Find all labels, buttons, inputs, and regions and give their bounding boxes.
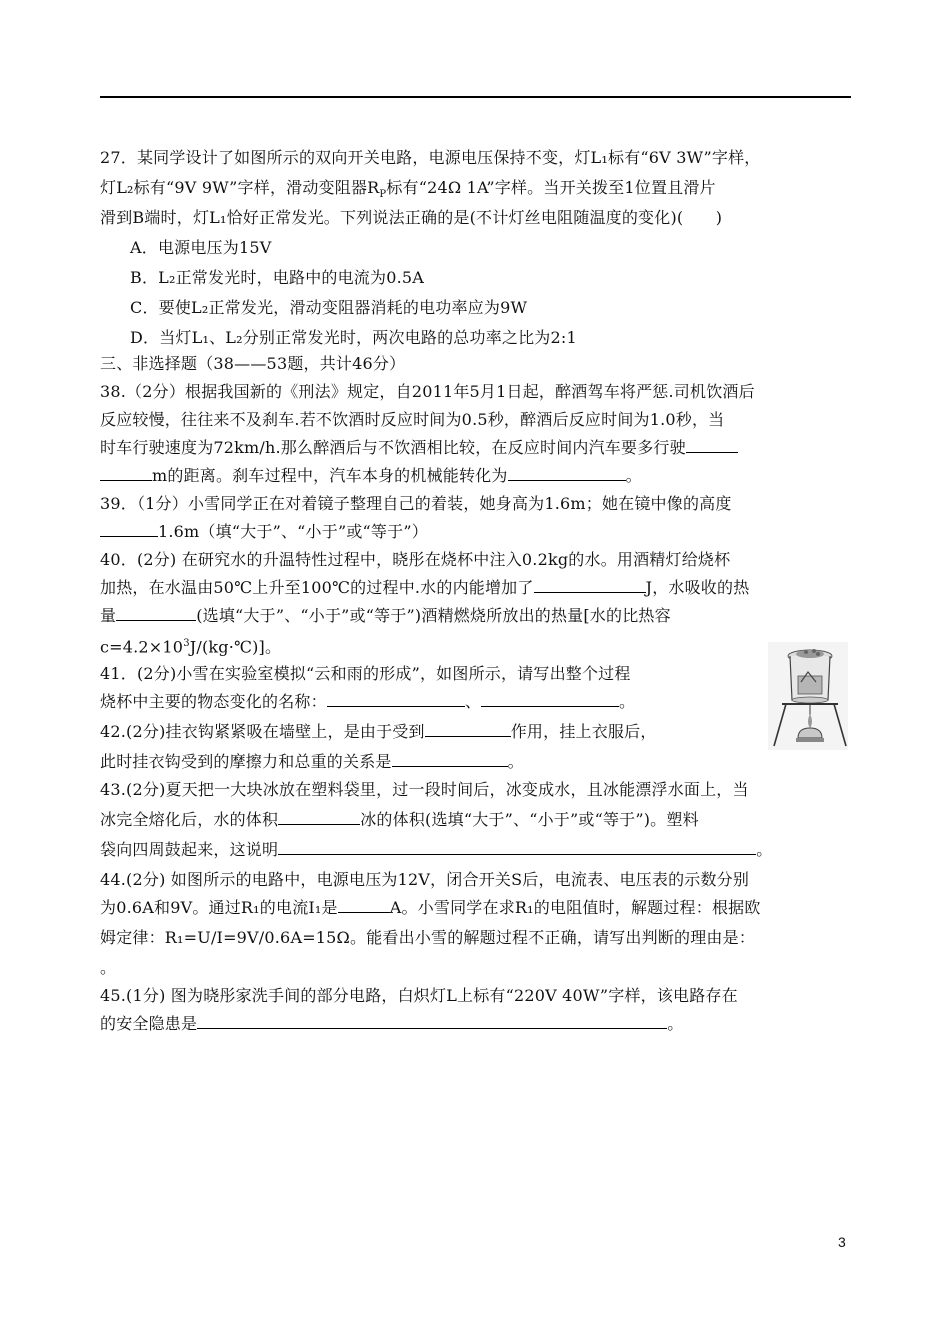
q27-option-d: D．当灯L₁、L₂分别正常发光时，两次电路的总功率之比为2:1	[130, 328, 577, 347]
q27-line-2-rest: 标有“24Ω 1A”字样。当开关拨至1位置且滑片	[386, 178, 716, 197]
q27-rp-subscript: P	[379, 189, 387, 201]
q40-line-3	[100, 606, 851, 626]
q42-line-2-end: 。	[507, 752, 524, 771]
q41-line-1: 41．(2分)小雪在实验室模拟“云和雨的形成”，如图所示，请写出整个过程	[100, 664, 631, 683]
q42-blank-2[interactable]	[392, 752, 508, 767]
q39-line-2-text: 1.6m（填“大于”、“小于”或“等于”）	[158, 522, 428, 541]
q45-blank[interactable]	[197, 1014, 667, 1029]
q44-line-4: 。	[100, 958, 117, 977]
q38-blank-2[interactable]	[508, 466, 626, 481]
q40-line-2	[100, 578, 851, 598]
q39-line-1: 39．（1分）小雪同学正在对着镜子整理自己的着装，她身高为1.6m；她在镜中像的高度	[100, 494, 732, 513]
q42-line-1-rest: 作用，挂上衣服后，	[510, 722, 657, 741]
q41-separator: 、	[464, 692, 482, 711]
header-rule	[100, 96, 851, 98]
q38-line-1: 38.（2分）根据我国新的《刑法》规定，自2011年5月1日起，醉酒驾车将严惩.司机饮酒后	[100, 382, 755, 401]
q45-line-2-text: 的安全隐患是	[100, 1014, 198, 1033]
q41-blank-1[interactable]	[327, 692, 465, 707]
q43-line-2-rest: 冰的体积(选填“大于”、“小于”或“等于”)。塑料	[360, 810, 699, 829]
q44-line-1: 44.(2分) 如图所示的电路中，电源电压为12V，闭合开关S后，电流表、电压表的示数分别	[100, 870, 750, 889]
q41-line-2-end: 。	[619, 692, 636, 711]
q43-blank-1[interactable]	[278, 810, 360, 825]
q27-option-b: B．L₂正常发光时，电路中的电流为0.5A	[130, 268, 424, 287]
q38-line-2: 反应较慢，往往来不及刹车.若不饮酒时反应时间为0.5秒，醉酒后反应时间为1.0秒，当	[100, 410, 725, 429]
q44-line-2-text: 为0.6A和9V。通过R₁的电流I₁是	[100, 898, 338, 917]
q40-line-4-text: c=4.2×10	[100, 637, 184, 657]
q42-line-2-text: 此时挂衣钩受到的摩擦力和总重的关系是	[100, 752, 392, 771]
q42-line-1-text: 42.(2分)挂衣钩紧紧吸在墙壁上，是由于受到	[100, 722, 425, 741]
q44-blank-1[interactable]	[338, 898, 390, 913]
q43-blank-2[interactable]	[278, 840, 756, 855]
q40-line-4	[100, 634, 851, 657]
q40-line-1: 40．(2分) 在研究水的升温特性过程中，晓彤在烧杯中注入0.2kg的水。用酒精灯给烧杯	[100, 550, 731, 569]
q45-line-2-end: 。	[667, 1014, 684, 1033]
q45-line-1: 45.(1分) 图为晓彤家洗手间的部分电路，白炽灯L上标有“220V 40W”字样，该电路存在	[100, 986, 738, 1005]
q40-blank-2[interactable]	[116, 606, 196, 621]
q40-blank-1[interactable]	[534, 578, 646, 593]
q40-exponent: 3	[183, 638, 190, 649]
q41-line-2-text: 烧杯中主要的物态变化的名称：	[100, 692, 327, 711]
q27-option-c: C．要使L₂正常发光，滑动变阻器消耗的电功率应为9W	[130, 298, 528, 317]
q27-line-2	[100, 178, 851, 205]
q43-line-2-text: 冰完全熔化后，水的体积	[100, 810, 279, 829]
q39-blank[interactable]	[100, 522, 158, 537]
q44-line-2-rest: A。小雪同学在求R₁的电阻值时，解题过程：根据欧	[389, 898, 761, 917]
q43-line-1: 43.(2分)夏天把一大块冰放在塑料袋里，过一段时间后，冰变成水，且冰能漂浮水面上，当	[100, 780, 749, 799]
q38-line-4	[100, 466, 851, 486]
q44-line-3: 姆定律：R₁=U/I=9V/0.6A=15Ω。能看出小雪的解题过程不正确，请写出判断的理由是：	[100, 928, 756, 947]
q41-blank-2[interactable]	[481, 692, 619, 707]
q43-line-3	[100, 840, 851, 860]
q42-line-2	[100, 752, 851, 772]
q38-line-4-text: m的距离。刹车过程中，汽车本身的机械能转化为	[152, 466, 508, 485]
q42-blank-1[interactable]	[425, 722, 511, 737]
q39-line-2	[100, 522, 851, 542]
q38-blank-1b[interactable]	[100, 466, 152, 481]
q27-line-3: 滑到B端时，灯L₁恰好正常发光。下列说法正确的是(不计灯丝电阻随温度的变化)( )	[100, 208, 723, 227]
q44-line-2	[100, 898, 851, 918]
q38-line-3	[100, 438, 851, 458]
q40-line-2-rest: J，水吸收的热	[645, 578, 750, 597]
q42-line-1	[100, 722, 851, 742]
q40-line-3-text: 量	[100, 606, 117, 625]
q27-option-a: A．电源电压为15V	[130, 238, 272, 257]
q43-line-2	[100, 810, 851, 830]
q38-line-4-end: 。	[625, 466, 642, 485]
q43-line-3-text: 袋向四周鼓起来，这说明	[100, 840, 279, 859]
q45-line-2	[100, 1014, 851, 1034]
q40-line-4-rest: J/(kg·℃)]。	[189, 637, 282, 657]
q43-line-3-end: 。	[756, 840, 773, 859]
section-3-heading: 三、非选择题（38——53题，共计46分）	[100, 354, 406, 373]
q38-blank-1a[interactable]	[686, 438, 738, 453]
q38-line-3-text: 时车行驶速度为72km/h.那么醉酒后与不饮酒相比较，在反应时间内汽车要多行驶	[100, 438, 686, 457]
q40-line-2-text: 加热，在水温由50℃上升至100℃的过程中.水的内能增加了	[100, 578, 534, 597]
page-number: 3	[838, 1234, 846, 1250]
q27-line-2-text: 灯L₂标有“9V 9W”字样，滑动变阻器R	[100, 178, 380, 197]
q41-line-2	[100, 692, 851, 712]
q40-line-3-rest: (选填“大于”、“小于”或“等于”)酒精燃烧所放出的热量[水的比热容	[196, 606, 671, 625]
q27-line-1: 27．某同学设计了如图所示的双向开关电路，电源电压保持不变，灯L₁标有“6V 3W”字样，	[100, 148, 761, 167]
